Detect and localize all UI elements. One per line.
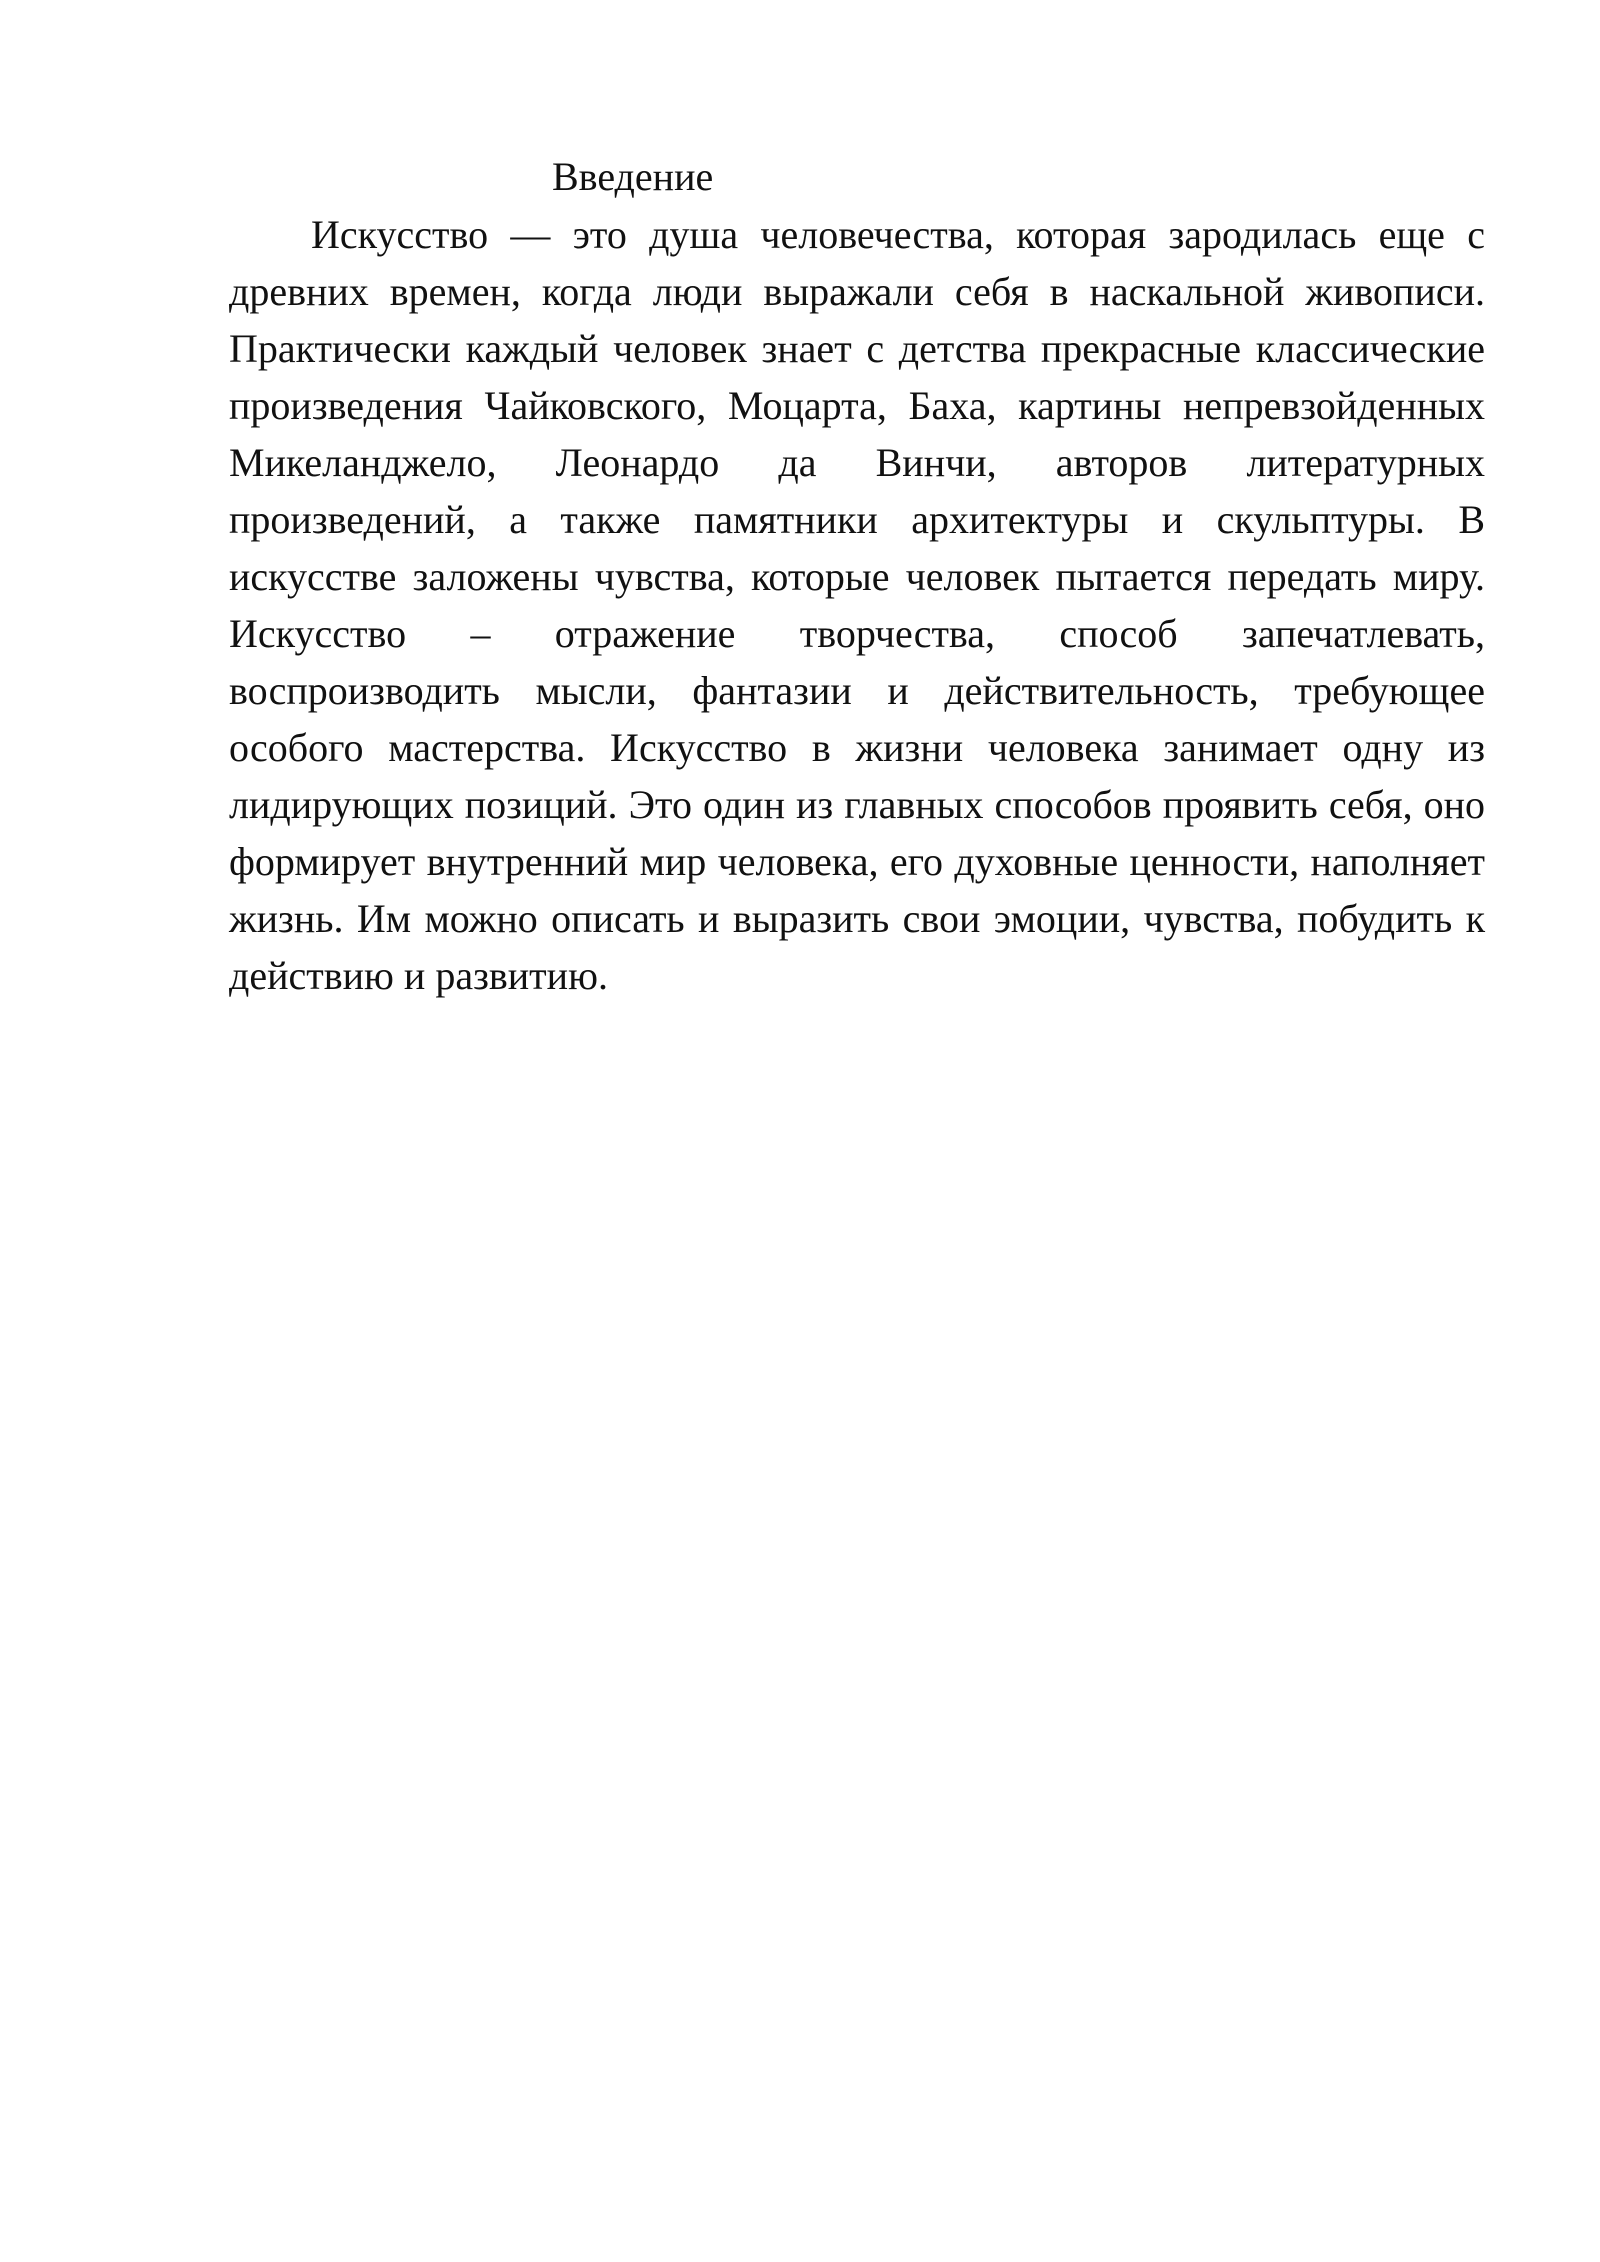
body-paragraph: Искусство — это душа человечества, которая зародилась еще с древних времен, когда люди выражали себя в наскальной живописи. Практически каждый человек знает с детства прекрасные классические произведения Чайковского, Моцарта, Баха, картины непревзойденных Микеланджело, Леонардо да Винчи, авторов литературных произведений, а также памятники архитектуры и скульптуры. В искусстве заложены чувства, которые человек пытается передать миру. Искусство – отражение творчества, способ запечатлевать, воспроизводить мысли, фантазии и действительность, требующее особого мастерства. Искусство в жизни человека занимает одну из лидирующих позиций. Это один из главных способов проявить себя, оно формирует внутренний мир человека, его духовные ценности, наполняет жизнь. Им можно описать и выразить свои эмоции, чувства, побудить к действию и развитию. bbox=[229, 212, 1485, 998]
document-content bbox=[229, 148, 1485, 1004]
document-title: Введение bbox=[552, 154, 714, 199]
